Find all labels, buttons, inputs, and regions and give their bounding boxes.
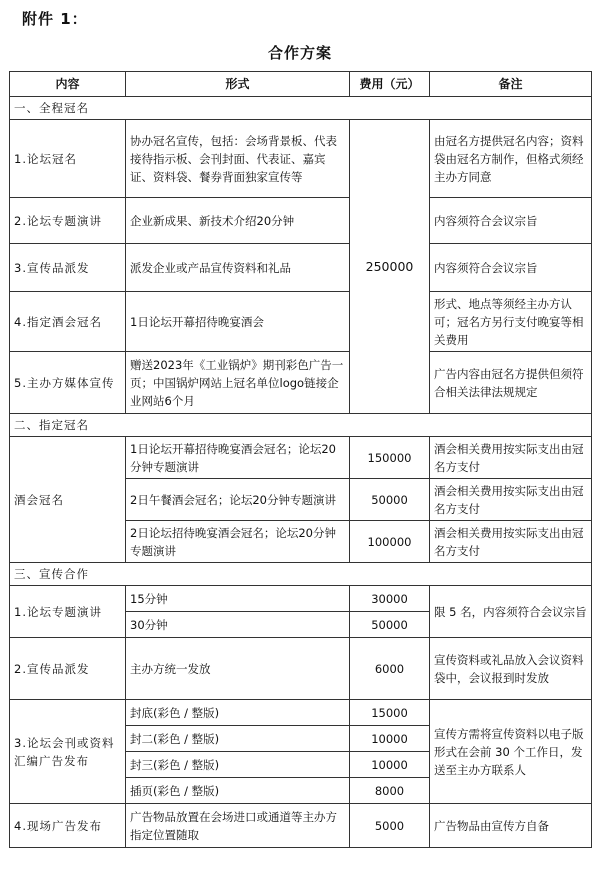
column-header-form: 形式 bbox=[126, 72, 350, 97]
section-heading: 二、指定冠名 bbox=[10, 414, 592, 437]
fee-cell: 50000 bbox=[350, 479, 430, 521]
item-cell: 3.宣传品派发 bbox=[10, 244, 126, 292]
fee-cell: 50000 bbox=[350, 612, 430, 638]
form-cell: 2日论坛招待晚宴酒会冠名；论坛20分钟专题演讲 bbox=[126, 521, 350, 563]
form-cell: 1日论坛开幕招待晚宴酒会 bbox=[126, 292, 350, 352]
fee-cell: 8000 bbox=[350, 778, 430, 804]
table-row bbox=[10, 292, 592, 352]
form-cell: 2日午餐酒会冠名；论坛20分钟专题演讲 bbox=[126, 479, 350, 521]
fee-cell: 15000 bbox=[350, 700, 430, 726]
form-cell: 封三(彩色 / 整版) bbox=[126, 752, 350, 778]
note-cell: 宣传资料或礼品放入会议资料袋中，会议报到时发放 bbox=[430, 638, 592, 700]
fee-cell: 150000 bbox=[350, 437, 430, 479]
form-cell: 1日论坛开幕招待晚宴酒会冠名；论坛20分钟专题演讲 bbox=[126, 437, 350, 479]
page-title: 合作方案 bbox=[267, 44, 332, 62]
fee-cell: 100000 bbox=[350, 521, 430, 563]
table-row bbox=[10, 437, 592, 479]
cooperation-plan-table bbox=[9, 71, 592, 848]
fee-cell: 10000 bbox=[350, 726, 430, 752]
form-cell: 封二(彩色 / 整版) bbox=[126, 726, 350, 752]
note-cell: 酒会相关费用按实际支出由冠名方支付 bbox=[430, 437, 592, 479]
note-cell: 限 5 名，内容须符合会议宗旨 bbox=[430, 586, 592, 638]
table-row bbox=[10, 244, 592, 292]
column-header-note: 备注 bbox=[430, 72, 592, 97]
section-row bbox=[10, 563, 592, 586]
fee-cell: 10000 bbox=[350, 752, 430, 778]
note-cell: 酒会相关费用按实际支出由冠名方支付 bbox=[430, 521, 592, 563]
note-cell: 内容须符合会议宗旨 bbox=[430, 244, 592, 292]
section-heading: 三、宣传合作 bbox=[10, 563, 592, 586]
form-cell: 插页(彩色 / 整版) bbox=[126, 778, 350, 804]
item-cell: 4.指定酒会冠名 bbox=[10, 292, 126, 352]
section-heading: 一、全程冠名 bbox=[10, 97, 592, 120]
table-row bbox=[10, 700, 592, 726]
item-cell: 1.论坛冠名 bbox=[10, 120, 126, 198]
item-cell: 酒会冠名 bbox=[10, 437, 126, 563]
fee-cell: 5000 bbox=[350, 804, 430, 848]
item-cell: 4.现场广告发布 bbox=[10, 804, 126, 848]
table-row bbox=[10, 638, 592, 700]
table-row bbox=[10, 120, 592, 198]
form-cell: 封底(彩色 / 整版) bbox=[126, 700, 350, 726]
form-cell: 主办方统一发放 bbox=[126, 638, 350, 700]
table-header-row bbox=[10, 72, 592, 97]
form-cell: 派发企业或产品宣传资料和礼品 bbox=[126, 244, 350, 292]
item-cell: 2.论坛专题演讲 bbox=[10, 198, 126, 244]
section-row bbox=[10, 414, 592, 437]
note-cell: 广告物品由宣传方自备 bbox=[430, 804, 592, 848]
item-cell: 3.论坛会刊或资料汇编广告发布 bbox=[10, 700, 126, 804]
form-cell: 协办冠名宣传，包括：会场背景板、代表接待指示板、会刊封面、代表证、嘉宾证、资料袋、餐券背面独家宣传等 bbox=[126, 120, 350, 198]
section-row bbox=[10, 97, 592, 120]
item-cell: 1.论坛专题演讲 bbox=[10, 586, 126, 638]
fee-cell: 30000 bbox=[350, 586, 430, 612]
table-row bbox=[10, 804, 592, 848]
form-cell: 30分钟 bbox=[126, 612, 350, 638]
form-cell: 广告物品放置在会场进口或通道等主办方指定位置随取 bbox=[126, 804, 350, 848]
note-cell: 由冠名方提供冠名内容；资料袋由冠名方制作，但格式须经主办方同意 bbox=[430, 120, 592, 198]
column-header-content: 内容 bbox=[10, 72, 126, 97]
form-cell: 赠送2023年《工业锅炉》期刊彩色广告一页；中国锅炉网站上冠名单位logo链接企业网站6个月 bbox=[126, 352, 350, 414]
note-cell: 广告内容由冠名方提供但须符合相关法律法规规定 bbox=[430, 352, 592, 414]
fee-cell: 6000 bbox=[350, 638, 430, 700]
item-cell: 2.宣传品派发 bbox=[10, 638, 126, 700]
table-row bbox=[10, 198, 592, 244]
note-cell: 形式、地点等须经主办方认可；冠名方另行支付晚宴等相关费用 bbox=[430, 292, 592, 352]
note-cell: 宣传方需将宣传资料以电子版形式在会前 30 个工作日，发送至主办方联系人 bbox=[430, 700, 592, 804]
note-cell: 酒会相关费用按实际支出由冠名方支付 bbox=[430, 479, 592, 521]
table-row bbox=[10, 586, 592, 612]
table-row bbox=[10, 352, 592, 414]
form-cell: 企业新成果、新技术介绍20分钟 bbox=[126, 198, 350, 244]
fee-cell: 250000 bbox=[350, 120, 430, 414]
attachment-label: 附件 1： bbox=[22, 10, 88, 28]
column-header-fee: 费用（元） bbox=[350, 72, 430, 97]
form-cell: 15分钟 bbox=[126, 586, 350, 612]
note-cell: 内容须符合会议宗旨 bbox=[430, 198, 592, 244]
item-cell: 5.主办方媒体宣传 bbox=[10, 352, 126, 414]
